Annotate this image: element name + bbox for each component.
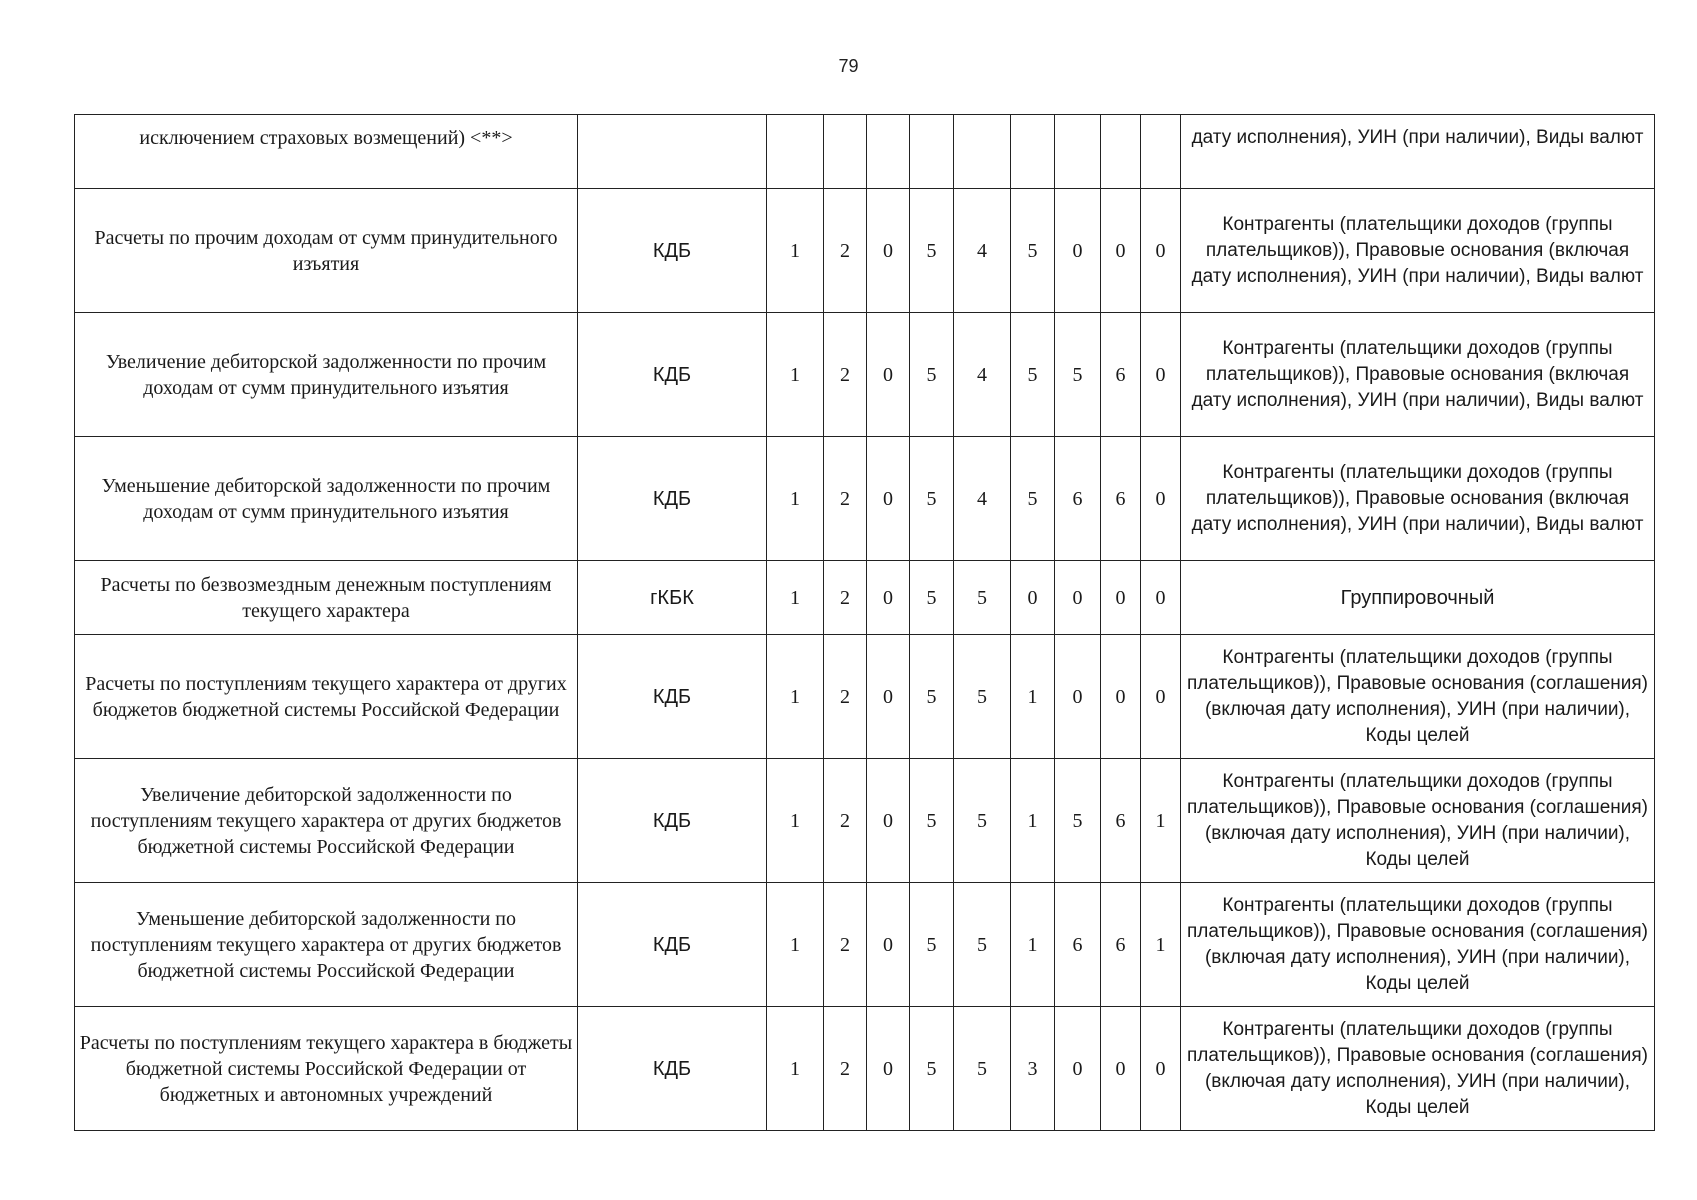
code-digit: 2 (824, 883, 867, 1007)
code-digit: 1 (1011, 759, 1055, 883)
code-digit: 4 (954, 437, 1011, 561)
code-digit: 0 (867, 635, 910, 759)
code-digit: 1 (767, 1007, 824, 1131)
code-digit: 5 (1011, 313, 1055, 437)
code-digit: 5 (1011, 189, 1055, 313)
table-row (75, 1007, 1655, 1131)
code-digit: 0 (867, 1007, 910, 1131)
code-digit: 5 (910, 561, 954, 635)
code-digit (867, 115, 910, 189)
code-type: КДБ (578, 883, 767, 1007)
account-description: Расчеты по поступлениям текущего характера от других бюджетов бюджетной системы Российской Федерации (75, 635, 578, 759)
code-digit: 1 (767, 759, 824, 883)
account-description: Увеличение дебиторской задолженности по прочим доходам от сумм принудительного изъятия (75, 313, 578, 437)
account-description: Расчеты по поступлениям текущего характера в бюджеты бюджетной системы Российской Федерации от бюджетных и автономных учреждений (75, 1007, 578, 1131)
account-description: исключением страховых возмещений) <**> (75, 115, 578, 189)
analytics-description: Контрагенты (плательщики доходов (группы плательщиков)), Правовые основания (соглашения) (включая дату исполнения), УИН (при наличии), Коды целей (1181, 635, 1655, 759)
code-digit: 5 (954, 883, 1011, 1007)
table-row (75, 883, 1655, 1007)
code-digit: 5 (954, 759, 1011, 883)
code-digit: 0 (1101, 189, 1141, 313)
code-type: гКБК (578, 561, 767, 635)
code-digit: 0 (867, 883, 910, 1007)
code-digit: 0 (867, 313, 910, 437)
code-digit: 5 (910, 883, 954, 1007)
code-digit: 5 (910, 1007, 954, 1131)
code-digit: 0 (1141, 561, 1181, 635)
analytics-description: Контрагенты (плательщики доходов (группы плательщиков)), Правовые основания (соглашения) (включая дату исполнения), УИН (при наличии), Коды целей (1181, 759, 1655, 883)
code-digit: 5 (910, 759, 954, 883)
code-digit: 6 (1101, 437, 1141, 561)
page-number: 79 (838, 56, 859, 76)
table-row (75, 313, 1655, 437)
code-digit: 6 (1101, 759, 1141, 883)
code-digit (767, 115, 824, 189)
code-type (578, 115, 767, 189)
code-digit: 2 (824, 189, 867, 313)
code-digit: 5 (954, 635, 1011, 759)
analytics-description: Контрагенты (плательщики доходов (группы плательщиков)), Правовые основания (соглашения) (включая дату исполнения), УИН (при наличии), Коды целей (1181, 883, 1655, 1007)
code-digit: 0 (867, 561, 910, 635)
code-digit: 0 (867, 189, 910, 313)
code-digit: 2 (824, 437, 867, 561)
analytics-description: Контрагенты (плательщики доходов (группы плательщиков)), Правовые основания (включая дату исполнения), УИН (при наличии), Виды валют (1181, 189, 1655, 313)
account-description: Уменьшение дебиторской задолженности по поступлениям текущего характера от других бюджетов бюджетной системы Российской Федерации (75, 883, 578, 1007)
code-digit: 1 (1141, 759, 1181, 883)
account-description: Увеличение дебиторской задолженности по поступлениям текущего характера от других бюджетов бюджетной системы Российской Федерации (75, 759, 578, 883)
table-row (75, 189, 1655, 313)
code-digit: 2 (824, 759, 867, 883)
code-digit (1011, 115, 1055, 189)
code-digit (910, 115, 954, 189)
table-row (75, 437, 1655, 561)
code-digit: 5 (910, 635, 954, 759)
code-digit: 0 (1141, 189, 1181, 313)
code-type: КДБ (578, 759, 767, 883)
code-digit: 4 (954, 189, 1011, 313)
code-digit: 0 (1141, 1007, 1181, 1131)
code-type: КДБ (578, 635, 767, 759)
code-type: КДБ (578, 1007, 767, 1131)
code-digit: 5 (1055, 759, 1101, 883)
code-digit: 1 (767, 635, 824, 759)
code-digit: 0 (1101, 635, 1141, 759)
code-digit: 1 (1011, 883, 1055, 1007)
accounts-table (74, 114, 1655, 1131)
code-digit: 1 (1141, 883, 1181, 1007)
account-description: Расчеты по безвозмездным денежным поступлениям текущего характера (75, 561, 578, 635)
code-digit: 2 (824, 561, 867, 635)
table-row (75, 759, 1655, 883)
code-digit: 4 (954, 313, 1011, 437)
table-row (75, 561, 1655, 635)
table-row (75, 635, 1655, 759)
code-type: КДБ (578, 437, 767, 561)
code-digit (1055, 115, 1101, 189)
analytics-description: Группировочный (1181, 561, 1655, 635)
code-digit: 6 (1055, 437, 1101, 561)
analytics-description: Контрагенты (плательщики доходов (группы плательщиков)), Правовые основания (включая дату исполнения), УИН (при наличии), Виды валют (1181, 313, 1655, 437)
code-digit: 0 (1011, 561, 1055, 635)
code-digit: 5 (910, 437, 954, 561)
code-digit: 5 (910, 313, 954, 437)
code-digit: 1 (767, 883, 824, 1007)
analytics-description: Контрагенты (плательщики доходов (группы плательщиков)), Правовые основания (включая дату исполнения), УИН (при наличии), Виды валют (1181, 437, 1655, 561)
code-digit: 2 (824, 635, 867, 759)
code-digit: 0 (867, 759, 910, 883)
code-digit: 1 (767, 313, 824, 437)
code-digit: 0 (1141, 635, 1181, 759)
code-digit (824, 115, 867, 189)
code-digit: 3 (1011, 1007, 1055, 1131)
code-digit: 0 (1141, 437, 1181, 561)
code-digit: 0 (1101, 1007, 1141, 1131)
code-digit: 2 (824, 1007, 867, 1131)
code-digit: 0 (1055, 635, 1101, 759)
code-digit: 0 (1055, 1007, 1101, 1131)
code-digit (1101, 115, 1141, 189)
code-digit: 0 (1055, 189, 1101, 313)
code-digit: 5 (1011, 437, 1055, 561)
code-digit: 0 (1141, 313, 1181, 437)
code-digit: 5 (954, 561, 1011, 635)
code-digit: 6 (1101, 883, 1141, 1007)
account-description: Уменьшение дебиторской задолженности по прочим доходам от сумм принудительного изъятия (75, 437, 578, 561)
code-digit: 1 (767, 189, 824, 313)
code-digit: 1 (1011, 635, 1055, 759)
table-row (75, 115, 1655, 189)
analytics-description: Контрагенты (плательщики доходов (группы плательщиков)), Правовые основания (соглашения) (включая дату исполнения), УИН (при наличии), Коды целей (1181, 1007, 1655, 1131)
code-type: КДБ (578, 313, 767, 437)
code-type: КДБ (578, 189, 767, 313)
account-description: Расчеты по прочим доходам от сумм принудительного изъятия (75, 189, 578, 313)
code-digit: 1 (767, 561, 824, 635)
code-digit: 5 (954, 1007, 1011, 1131)
analytics-description: дату исполнения), УИН (при наличии), Виды валют (1181, 115, 1655, 189)
code-digit: 6 (1055, 883, 1101, 1007)
code-digit: 0 (1055, 561, 1101, 635)
code-digit: 0 (867, 437, 910, 561)
code-digit: 5 (910, 189, 954, 313)
code-digit: 5 (1055, 313, 1101, 437)
code-digit (954, 115, 1011, 189)
code-digit: 2 (824, 313, 867, 437)
code-digit (1141, 115, 1181, 189)
code-digit: 6 (1101, 313, 1141, 437)
code-digit: 0 (1101, 561, 1141, 635)
code-digit: 1 (767, 437, 824, 561)
